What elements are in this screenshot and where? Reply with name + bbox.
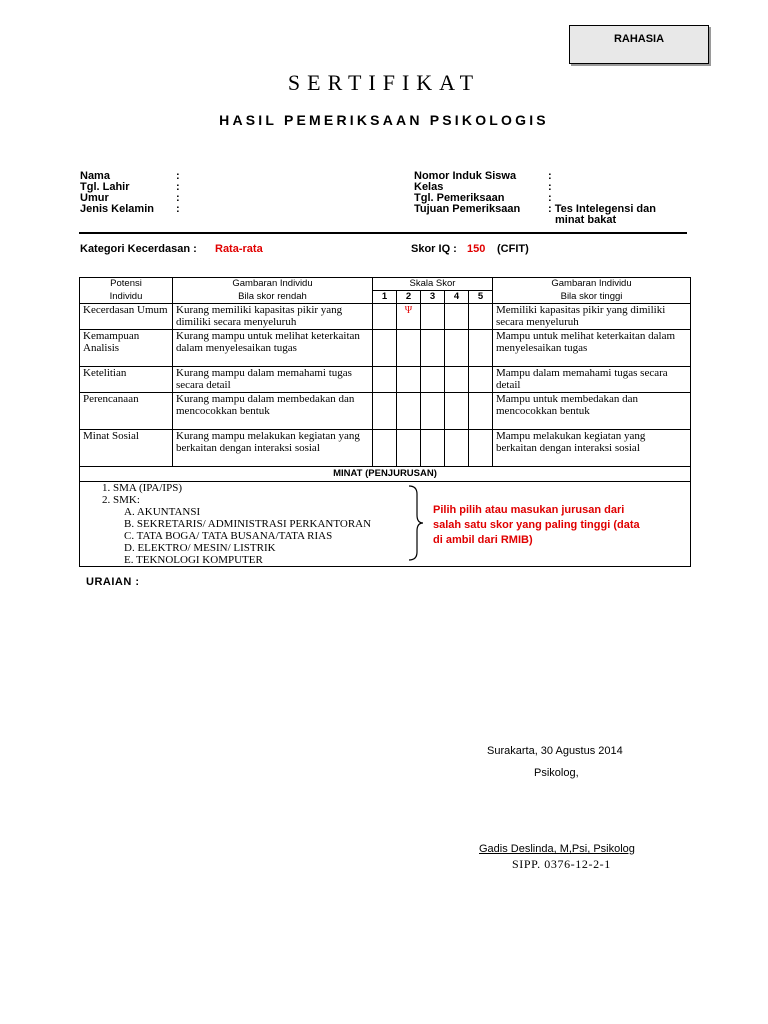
signer-role: Psikolog, [534, 767, 579, 779]
score-cell-4[interactable] [445, 304, 469, 330]
minat-row [80, 481, 691, 566]
identity-right-values [548, 171, 656, 226]
score-cell-4[interactable] [445, 393, 469, 430]
list-item: A. AKUNTANSI [124, 505, 201, 518]
age-value: : [176, 192, 180, 204]
header-low: Gambaran Individu [173, 278, 373, 291]
major-list [102, 482, 371, 566]
page-title: SERTIFIKAT [287, 70, 481, 95]
score-cell-5[interactable] [469, 304, 493, 330]
exam-date-label: Tgl. Pemeriksaan [414, 192, 505, 204]
assessment-table [79, 277, 691, 567]
score-cell-5[interactable] [469, 367, 493, 393]
score-cell-4[interactable] [445, 430, 469, 467]
score-cell-1[interactable] [373, 393, 397, 430]
header-scale-2: 2 [397, 291, 421, 304]
iq-value: 150 [467, 243, 486, 255]
list-item: B. SEKRETARIS/ ADMINISTRASI PERKANTORAN [124, 517, 372, 530]
curly-brace-icon [405, 484, 425, 562]
score-cell-1[interactable] [373, 330, 397, 367]
class-value: : [548, 181, 552, 193]
student-number-value: : [548, 170, 552, 182]
header-high-2: Bila skor tinggi [493, 291, 691, 304]
score-cell-5[interactable] [469, 430, 493, 467]
exam-date-value: : [548, 192, 552, 204]
potensi-cell: Ketelitian [80, 367, 173, 393]
category-label: Kategori Kecerdasan : [80, 243, 197, 255]
table-row [80, 304, 691, 330]
description-label: URAIAN : [86, 576, 140, 588]
note-line: di ambil dari RMIB) [433, 533, 533, 546]
name-value: : [176, 170, 180, 182]
potensi-cell: Minat Sosial [80, 430, 173, 467]
potensi-cell: Kecerdasan Umum [80, 304, 173, 330]
header-scale: Skala Skor [373, 278, 493, 291]
header-high: Gambaran Individu [493, 278, 691, 291]
birthdate-value: : [176, 181, 180, 193]
category-value: Rata-rata [215, 243, 263, 255]
minat-heading-row [80, 467, 691, 482]
list-item: 1. SMA (IPA/IPS) [102, 481, 182, 494]
table-subheader-row [80, 291, 691, 304]
score-cell-2[interactable] [397, 330, 421, 367]
age-label: Umur [80, 192, 109, 204]
score-cell-3[interactable] [421, 430, 445, 467]
header-potensi: Potensi [80, 278, 173, 291]
class-label: Kelas [414, 181, 444, 193]
list-item: E. TEKNOLOGI KOMPUTER [124, 553, 263, 566]
score-cell-3[interactable] [421, 367, 445, 393]
identity-right-labels [414, 171, 520, 215]
high-description-cell: Memiliki kapasitas pikir yang dimiliki secara menyeluruh [493, 304, 691, 330]
birthdate-label: Tgl. Lahir [80, 181, 130, 193]
place-date: Surakarta, 30 Agustus 2014 [487, 745, 623, 757]
high-description-cell: Mampu untuk melihat keterkaitan dalam menyelesaikan tugas [493, 330, 691, 367]
potensi-cell: Kemampuan Analisis [80, 330, 173, 367]
identity-left-labels [80, 171, 154, 215]
exam-purpose-value-cont: minat bakat [555, 214, 617, 226]
header-scale-5: 5 [469, 291, 493, 304]
score-cell-1[interactable] [373, 304, 397, 330]
list-item: 2. SMK: [102, 493, 140, 506]
iq-label: Skor IQ : [411, 243, 457, 255]
score-cell-2[interactable] [397, 367, 421, 393]
table-row [80, 393, 691, 430]
exam-purpose-label: Tujuan Pemeriksaan [414, 203, 521, 215]
signer-name: Gadis Deslinda, M,Psi, Psikolog [479, 843, 635, 855]
name-label: Nama [80, 170, 110, 182]
table-row [80, 330, 691, 367]
score-cell-5[interactable] [469, 330, 493, 367]
score-cell-4[interactable] [445, 367, 469, 393]
confidential-stamp: RAHASIA [569, 25, 709, 64]
score-cell-4[interactable] [445, 330, 469, 367]
header-scale-3: 3 [421, 291, 445, 304]
header-low-2: Bila skor rendah [173, 291, 373, 304]
score-cell-3[interactable] [421, 304, 445, 330]
note-line: Pilih pilih atau masukan jurusan dari [433, 503, 625, 516]
gender-value: : [176, 203, 180, 215]
header-scale-4: 4 [445, 291, 469, 304]
list-item: D. ELEKTRO/ MESIN/ LISTRIK [124, 541, 276, 554]
table-header-row [80, 278, 691, 291]
high-description-cell: Mampu untuk membedakan dan mencocokkan bentuk [493, 393, 691, 430]
low-description-cell: Kurang mampu untuk melihat keterkaitan dalam menyelesaikan tugas [173, 330, 373, 367]
high-description-cell: Mampu melakukan kegiatan yang berkaitan dengan interaksi sosial [493, 430, 691, 467]
low-description-cell: Kurang memiliki kapasitas pikir yang dimiliki secara menyeluruh [173, 304, 373, 330]
page-subtitle: HASIL PEMERIKSAAN PSIKOLOGIS [219, 112, 549, 128]
signer-license: SIPP. 0376-12-2-1 [512, 857, 611, 871]
score-cell-3[interactable] [421, 330, 445, 367]
note-line: salah satu skor yang paling tinggi (data [433, 518, 640, 531]
instruction-note [433, 503, 673, 548]
table-row [80, 367, 691, 393]
potensi-cell: Perencanaan [80, 393, 173, 430]
score-cell-2[interactable] [397, 393, 421, 430]
low-description-cell: Kurang mampu dalam membedakan dan mencocokkan bentuk [173, 393, 373, 430]
identity-left-colons [176, 171, 180, 215]
low-description-cell: Kurang mampu melakukan kegiatan yang berkaitan dengan interaksi sosial [173, 430, 373, 467]
score-cell-3[interactable] [421, 393, 445, 430]
minat-heading: MINAT (PENJURUSAN) [80, 467, 691, 482]
score-cell-1[interactable] [373, 367, 397, 393]
score-cell-1[interactable] [373, 430, 397, 467]
low-description-cell: Kurang mampu dalam memahami tugas secara detail [173, 367, 373, 393]
header-scale-1: 1 [373, 291, 397, 304]
score-mark: Ψ [404, 305, 413, 316]
high-description-cell: Mampu dalam memahami tugas secara detail [493, 367, 691, 393]
score-cell-5[interactable] [469, 393, 493, 430]
list-item: C. TATA BOGA/ TATA BUSANA/TATA RIAS [124, 529, 333, 542]
iq-test-name: (CFIT) [497, 243, 529, 255]
table-row [80, 430, 691, 467]
score-cell-2[interactable] [397, 304, 421, 330]
score-cell-2[interactable] [397, 430, 421, 467]
divider [79, 232, 687, 234]
exam-purpose-value: : Tes Intelegensi dan [548, 203, 656, 215]
minat-box [80, 481, 691, 566]
header-potensi-2: Individu [80, 291, 173, 304]
gender-label: Jenis Kelamin [80, 203, 154, 215]
student-number-label: Nomor Induk Siswa [414, 170, 517, 182]
